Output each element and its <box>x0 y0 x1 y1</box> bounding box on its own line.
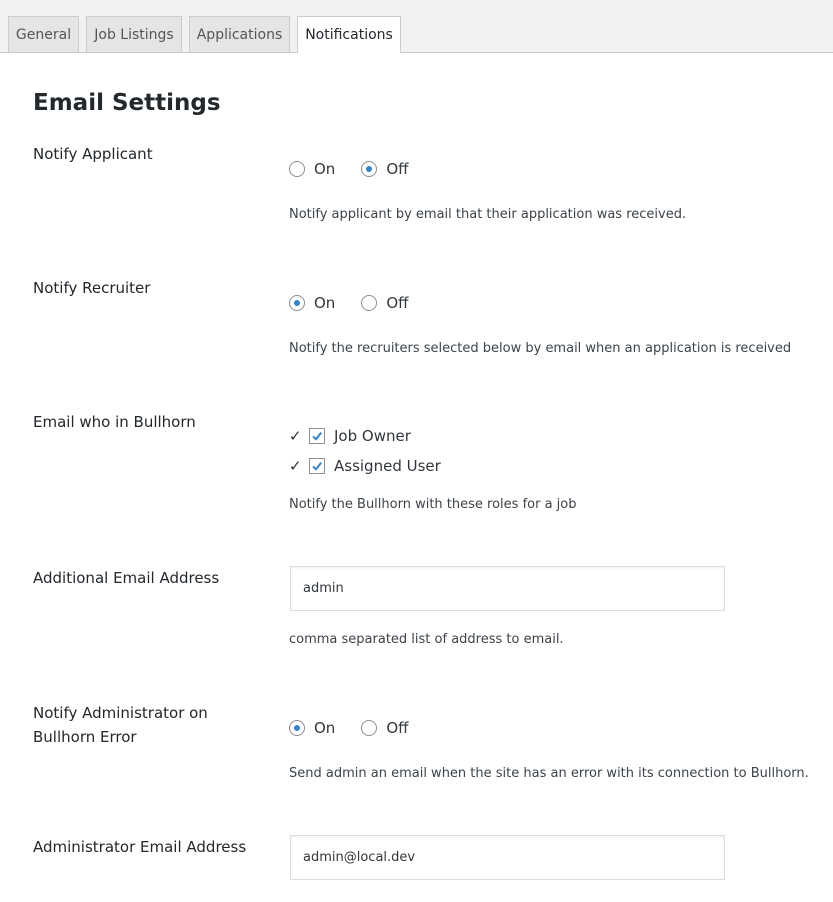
email-who-label: Email who in Bullhorn <box>33 413 196 431</box>
admin-email-label: Administrator Email Address <box>33 838 247 856</box>
notify-applicant-off-label: Off <box>386 160 409 178</box>
assigned-user-checkbox[interactable] <box>309 458 325 474</box>
notify-recruiter-on-option[interactable] <box>289 294 335 312</box>
notify-recruiter-label: Notify Recruiter <box>33 279 151 297</box>
notify-applicant-on-label: On <box>314 160 336 178</box>
notify-admin-off-label: Off <box>386 719 409 737</box>
notify-applicant-radio-group <box>289 160 408 178</box>
notify-admin-on-label: On <box>314 719 336 737</box>
notify-recruiter-off-label: Off <box>386 294 409 312</box>
additional-email-description: comma separated list of address to email. <box>289 632 564 647</box>
radio-selected-dot <box>294 300 300 306</box>
notify-applicant-on-radio[interactable] <box>289 161 305 177</box>
check-mark-icon: ✓ <box>289 427 302 445</box>
notify-recruiter-off-radio[interactable] <box>361 295 377 311</box>
checkbox-check-icon <box>311 430 323 442</box>
additional-email-input[interactable] <box>290 566 725 611</box>
notify-applicant-off-radio[interactable] <box>361 161 377 177</box>
notify-admin-label-line1: Notify Administrator on <box>33 704 208 722</box>
job-owner-label: Job Owner <box>334 427 411 445</box>
tab-bar <box>0 0 833 53</box>
notify-admin-label <box>33 701 208 749</box>
job-owner-option[interactable] <box>289 427 411 445</box>
tab-notifications[interactable]: Notifications <box>297 16 401 53</box>
notify-recruiter-off-option[interactable] <box>361 294 408 312</box>
notify-admin-on-option[interactable] <box>289 719 335 737</box>
check-mark-icon: ✓ <box>289 457 302 475</box>
job-owner-checkbox[interactable] <box>309 428 325 444</box>
checkbox-check-icon <box>311 460 323 472</box>
additional-email-label: Additional Email Address <box>33 569 220 587</box>
notify-admin-description: Send admin an email when the site has an error with its connection to Bullhorn. <box>289 766 809 781</box>
notify-applicant-off-option[interactable] <box>361 160 408 178</box>
page-title: Email Settings <box>33 90 221 116</box>
notify-recruiter-on-label: On <box>314 294 336 312</box>
notify-recruiter-radio-group <box>289 294 408 312</box>
notify-admin-label-line2: Bullhorn Error <box>33 728 137 746</box>
notify-applicant-description: Notify applicant by email that their application was received. <box>289 207 687 222</box>
notify-recruiter-description: Notify the recruiters selected below by email when an application is received <box>289 341 792 356</box>
notify-recruiter-on-radio[interactable] <box>289 295 305 311</box>
tab-applications[interactable]: Applications <box>189 16 290 52</box>
notify-admin-radio-group <box>289 719 408 737</box>
tab-job-listings[interactable]: Job Listings <box>86 16 182 52</box>
notify-applicant-label: Notify Applicant <box>33 145 153 163</box>
notify-admin-off-radio[interactable] <box>361 720 377 736</box>
notify-admin-on-radio[interactable] <box>289 720 305 736</box>
notify-admin-off-option[interactable] <box>361 719 408 737</box>
tab-general[interactable]: General <box>8 16 79 52</box>
radio-selected-dot <box>294 725 300 731</box>
admin-email-input[interactable] <box>290 835 725 880</box>
notify-applicant-on-option[interactable] <box>289 160 335 178</box>
assigned-user-label: Assigned User <box>334 457 441 475</box>
email-who-description: Notify the Bullhorn with these roles for a job <box>289 497 577 512</box>
radio-selected-dot <box>366 166 372 172</box>
assigned-user-option[interactable] <box>289 457 441 475</box>
